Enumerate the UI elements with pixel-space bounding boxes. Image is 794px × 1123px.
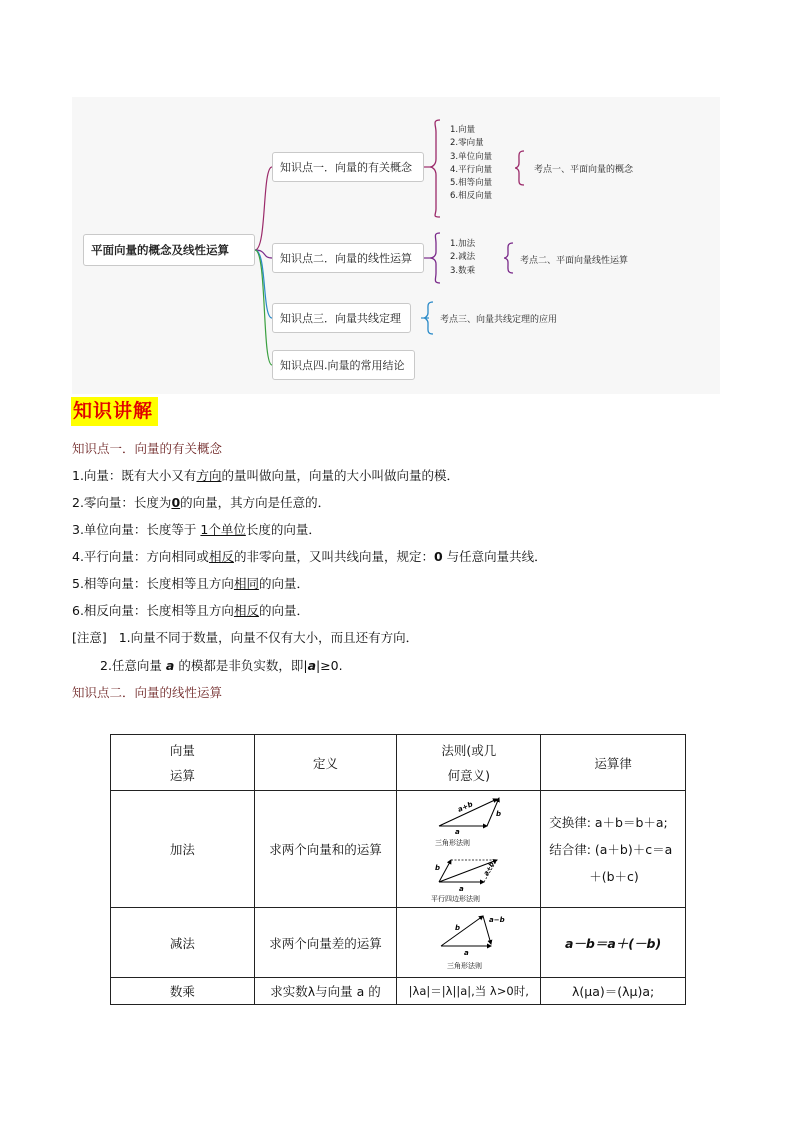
mind-map xyxy=(72,97,720,394)
svg-text:a+b: a+b xyxy=(481,859,496,877)
row-addition-figure xyxy=(397,791,541,908)
addition-diagram xyxy=(429,792,509,904)
mindmap-branch-3: 知识点三．向量共线定理 xyxy=(272,303,411,333)
svg-text:a+b: a+b xyxy=(456,799,474,814)
row-addition-law: 交换律: a＋b＝b＋a; 结合律: (a＋b)＋c＝a ＋(b＋c) xyxy=(541,791,686,908)
svg-text:b: b xyxy=(495,809,501,818)
row-scalar-name: 数乘 xyxy=(111,978,255,1005)
list-item: 2.零向量 xyxy=(450,138,484,149)
note-1: [注意] 1.向量不同于数量，向量不仅有大小，而且还有方向． xyxy=(72,630,419,645)
svg-text:a: a xyxy=(463,949,469,957)
addition-caption-2: 平行四边形法则 xyxy=(430,894,480,903)
list-item: 4.平行向量 xyxy=(450,164,493,175)
line-3: 3.单位向量：长度等于 1个单位长度的向量． xyxy=(72,522,321,537)
header-cell-definition: 定义 xyxy=(254,735,397,791)
table-row xyxy=(111,908,686,978)
list-item: 3.单位向量 xyxy=(450,151,493,162)
row-subtraction-name: 减法 xyxy=(111,908,255,978)
mindmap-branch-4: 知识点四.向量的常用结论 xyxy=(272,350,415,380)
line-5: 5.相等向量：长度相等且方向相同的向量． xyxy=(72,576,309,591)
row-scalar-law: λ(μa)＝(λμ)a; xyxy=(541,978,686,1005)
line-4: 4.平行向量：方向相同或相反的非零向量，又叫共线向量，规定：0 与任意向量共线． xyxy=(72,549,547,564)
row-addition-definition: 求两个向量和的运算 xyxy=(254,791,397,908)
table-row xyxy=(111,791,686,908)
list-item: 1.向量 xyxy=(450,125,476,135)
kp2-heading: 知识点二．向量的线性运算 xyxy=(72,685,223,700)
kp1-heading: 知识点一．向量的有关概念 xyxy=(72,441,223,456)
header-cell-operation: 向量 运算 xyxy=(111,735,255,791)
row-subtraction-law: a－b＝a＋(－b) xyxy=(541,908,686,978)
mindmap-root: 平面向量的概念及线性运算 xyxy=(83,234,255,266)
row-addition-name: 加法 xyxy=(111,791,255,908)
mindmap-branch-2: 知识点二．向量的线性运算 xyxy=(272,243,424,273)
header-cell-rule: 法则(或几 何意义) xyxy=(397,735,541,791)
subtraction-diagram xyxy=(429,910,509,972)
list-item: 2.减法 xyxy=(450,252,476,263)
row-scalar-rule: |λa|＝|λ||a|,当 λ>0时, xyxy=(397,978,541,1005)
mindmap-branch-1: 知识点一．向量的有关概念 xyxy=(272,152,424,182)
list-item: 5.相等向量 xyxy=(450,178,493,189)
svg-text:b: b xyxy=(434,863,440,872)
row-subtraction-definition: 求两个向量差的运算 xyxy=(254,908,397,978)
addition-caption-1: 三角形法则 xyxy=(434,838,470,847)
mindmap-branch2-list xyxy=(450,238,475,278)
note-2: 2.任意向量 a 的模都是非负实数，即|a|≥0. xyxy=(100,658,343,673)
table-row xyxy=(111,978,686,1005)
svg-text:a: a xyxy=(458,884,464,893)
section-title: 知识讲解 xyxy=(71,397,158,426)
list-item: 1.加法 xyxy=(450,239,476,249)
svg-text:a: a xyxy=(454,827,460,836)
row-scalar-definition: 求实数λ与向量 a 的 xyxy=(254,978,397,1005)
mindmap-kaodian-2: 考点二、平面向量线性运算 xyxy=(520,256,629,266)
mindmap-kaodian-3: 考点三、向量共线定理的应用 xyxy=(440,315,558,325)
svg-text:b: b xyxy=(454,924,460,932)
list-item: 6.相反向量 xyxy=(450,191,493,202)
line-6: 6.相反向量：长度相等且方向相反的向量． xyxy=(72,603,309,618)
row-subtraction-figure xyxy=(397,908,541,978)
mindmap-kaodian-1: 考点一、平面向量的概念 xyxy=(534,165,634,175)
mindmap-branch1-list xyxy=(450,124,492,204)
table-header-row xyxy=(111,735,686,791)
line-1: 1.向量：既有大小又有方向的量叫做向量，向量的大小叫做向量的模． xyxy=(72,468,459,483)
svg-text:a−b: a−b xyxy=(488,916,505,924)
list-item: 3.数乘 xyxy=(450,265,476,276)
subtraction-caption: 三角形法则 xyxy=(446,962,482,970)
header-cell-law: 运算律 xyxy=(541,735,686,791)
operations-table xyxy=(110,734,686,1005)
line-2: 2.零向量：长度为0的向量，其方向是任意的． xyxy=(72,495,331,510)
